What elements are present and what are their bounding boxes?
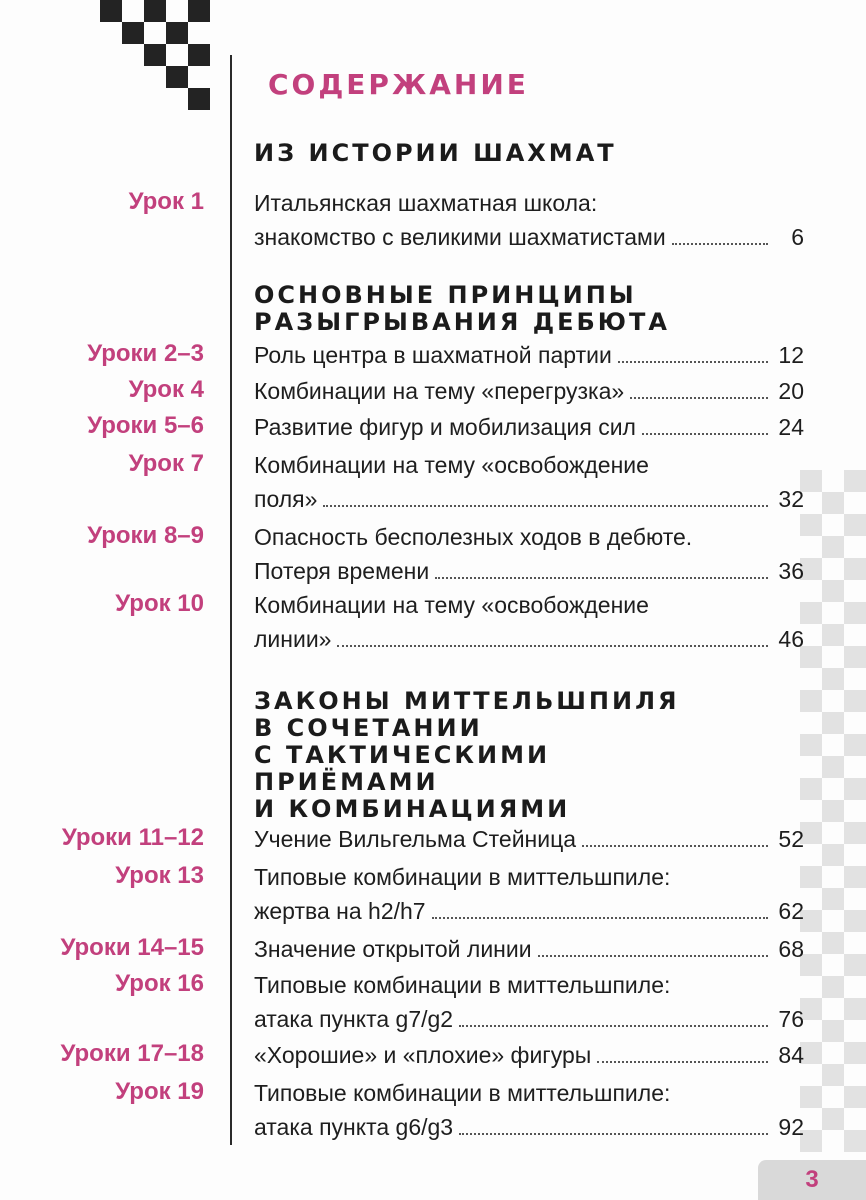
toc-entry-line [254,554,804,588]
checker-square [822,580,844,602]
lesson-label: Уроки 8–9 [87,522,204,549]
toc-entry[interactable] [254,1038,804,1072]
toc-page-number: 12 [778,342,804,368]
lesson-label: Урок 19 [115,1078,204,1105]
toc-entry[interactable] [254,520,804,588]
dot-leader [435,577,768,579]
toc-entry[interactable] [254,410,804,444]
toc-entry-line [254,932,804,966]
checker-square [822,668,844,690]
toc-entry-text: Типовые комбинации в миттельшпиле: [254,972,671,998]
checker-square [800,778,822,800]
lesson-label: Уроки 11–12 [61,824,204,851]
checker-square [822,712,844,734]
checker-square [844,470,866,492]
toc-page-number: 24 [778,414,804,440]
checker-square [822,888,844,910]
checker-square [822,932,844,954]
toc-entry-line [254,410,804,444]
toc-entry-text: Опасность бесполезных ходов в дебюте. [254,524,693,550]
checker-square [144,44,166,66]
toc-entry-text: поля» [254,486,318,512]
lesson-label: Урок 16 [115,970,204,997]
toc-entry[interactable] [254,374,804,408]
checker-square [822,624,844,646]
section-heading-line: ЗАКОНЫ МИТТЕЛЬШПИЛЯ [254,687,680,715]
checker-square [188,44,210,66]
toc-page-number: 62 [778,898,804,924]
page-number: 3 [758,1160,866,1200]
dot-leader [323,505,768,507]
toc-entry-text: Комбинации на тему «освобождение [254,592,649,618]
toc-entry[interactable] [254,822,804,856]
section-heading-line: И КОМБИНАЦИЯМИ [254,795,571,823]
checker-square [122,22,144,44]
checker-square [844,514,866,536]
toc-entry-line [254,860,804,894]
toc-entry-line [254,1038,804,1072]
dot-leader [459,1133,768,1135]
toc-entry-line [254,520,804,554]
toc-page-number: 84 [778,1042,804,1068]
toc-entry-text: Развитие фигур и мобилизация сил [254,414,636,440]
dot-leader [618,361,768,363]
lesson-label: Уроки 2–3 [87,340,204,367]
section-heading-s3 [254,688,680,823]
toc-entry[interactable] [254,186,804,254]
toc-page-number: 68 [778,936,804,962]
toc-entry-line [254,482,804,516]
checker-square [166,22,188,44]
checker-square [822,800,844,822]
checker-square [822,492,844,514]
checker-square [800,734,822,756]
toc-entry-line [254,968,804,1002]
lesson-label: Урок 1 [128,188,204,215]
checker-square [188,0,210,22]
toc-page-number: 32 [778,486,804,512]
checker-square [844,778,866,800]
lesson-label: Урок 7 [128,450,204,477]
checker-square [166,66,188,88]
checker-square [844,690,866,712]
toc-entry-line [254,1076,804,1110]
lesson-label: Уроки 5–6 [87,412,204,439]
toc-entry-line [254,220,804,254]
checker-square [822,1064,844,1086]
checker-square [144,0,166,22]
toc-entry-text: Учение Вильгельма Стейница [254,826,577,852]
toc-entry-text: атака пункта g6/g3 [254,1114,454,1140]
section-heading-s2 [254,282,670,336]
checker-square [844,954,866,976]
dot-leader [432,917,768,919]
toc-entry-line [254,448,804,482]
checker-square [844,646,866,668]
toc-page-number: 6 [791,224,804,250]
toc-entry[interactable] [254,588,804,656]
toc-page-number: 20 [778,378,804,404]
dot-leader [337,645,768,647]
dot-leader [672,243,768,245]
lesson-label: Урок 4 [128,376,204,403]
checker-square [844,1130,866,1152]
section-heading-line: С ТАКТИЧЕСКИМИ [254,741,551,769]
checker-square [844,998,866,1020]
toc-entry-text: знакомство с великими шахматистами [254,224,666,250]
checker-square [188,88,210,110]
toc-entry-text: жертва на h2/h7 [254,898,426,924]
lesson-label: Уроки 14–15 [60,934,204,961]
dot-leader [538,955,768,957]
checker-square [822,976,844,998]
toc-entry-line [254,338,804,372]
checker-square [100,0,122,22]
checker-square [844,602,866,624]
toc-entry-line [254,374,804,408]
lesson-label: Уроки 17–18 [60,1040,204,1067]
checker-square [822,756,844,778]
dot-leader [597,1061,768,1063]
toc-entry-line [254,622,804,656]
toc-entry-text: Роль центра в шахматной партии [254,342,612,368]
toc-entry-text: атака пункта g7/g2 [254,1006,454,1032]
checker-square [844,910,866,932]
toc-entry-text: Комбинации на тему «освобождение [254,452,649,478]
checker-square [844,866,866,888]
toc-entry[interactable] [254,932,804,966]
checker-square [822,844,844,866]
toc-entry-text: Потеря времени [254,558,430,584]
section-heading-s1 [254,140,617,167]
toc-entry-line [254,1002,804,1036]
section-heading-line: ОСНОВНЫЕ ПРИНЦИПЫ [254,281,637,309]
checker-square [844,1042,866,1064]
toc-entry[interactable] [254,338,804,372]
toc-entry-text: Типовые комбинации в миттельшпиле: [254,864,671,890]
toc-entry-text: Комбинации на тему «перегрузка» [254,378,625,404]
toc-page-number: 52 [778,826,804,852]
toc-page-number: 92 [778,1114,804,1140]
checker-square [844,734,866,756]
dot-leader [642,433,768,435]
toc-entry-line [254,1110,804,1144]
toc-entry[interactable] [254,1076,804,1144]
section-heading-line: В СОЧЕТАНИИ [254,714,483,742]
checker-square [844,558,866,580]
lesson-label: Урок 13 [115,862,204,889]
checker-square [822,1108,844,1130]
dot-leader [630,397,768,399]
checker-square [800,690,822,712]
lesson-label: Урок 10 [115,590,204,617]
checker-square [844,822,866,844]
checker-square [822,536,844,558]
vertical-divider [230,55,232,1145]
toc-entry[interactable] [254,968,804,1036]
toc-entry-line [254,894,804,928]
toc-entry-text: «Хорошие» и «плохие» фигуры [254,1042,592,1068]
toc-entry[interactable] [254,860,804,928]
checker-square [844,1086,866,1108]
toc-entry-line [254,186,804,220]
page-title: СОДЕРЖАНИЕ [268,68,529,101]
section-heading-line: РАЗЫГРЫВАНИЯ ДЕБЮТА [254,308,670,336]
toc-entry-text: линии» [254,626,332,652]
dot-leader [459,1025,768,1027]
toc-entry-text: Значение открытой линии [254,936,532,962]
checker-square [822,1020,844,1042]
toc-entry[interactable] [254,448,804,516]
toc-entry-line [254,588,804,622]
dot-leader [582,845,768,847]
toc-page-number: 76 [778,1006,804,1032]
section-heading-line: ИЗ ИСТОРИИ ШАХМАТ [254,139,617,167]
toc-entry-text: Типовые комбинации в миттельшпиле: [254,1080,671,1106]
toc-page-number: 36 [778,558,804,584]
section-heading-line: ПРИЁМАМИ [254,768,439,796]
toc-entry-line [254,822,804,856]
toc-entry-text: Итальянская шахматная школа: [254,190,598,216]
toc-page-number: 46 [778,626,804,652]
